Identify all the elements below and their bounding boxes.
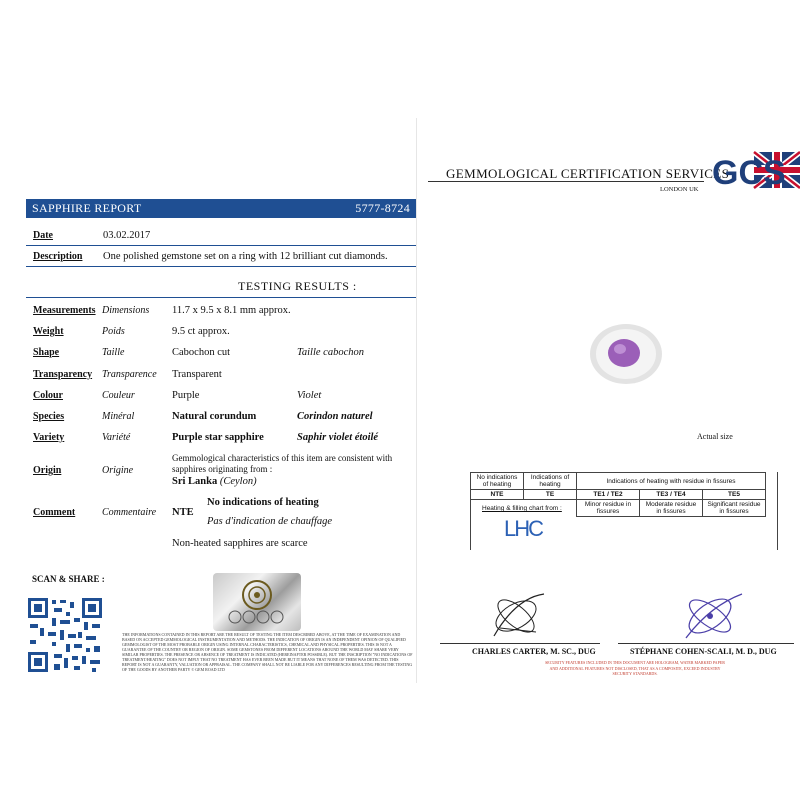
- origin-label: Origin: [33, 465, 62, 476]
- weight-label: Weight: [33, 326, 64, 337]
- shape-fr: Taille: [102, 347, 125, 358]
- transparency-value: Transparent: [172, 369, 222, 380]
- ring-photo: [586, 320, 666, 388]
- shape-value-fr: Taille cabochon: [297, 347, 364, 358]
- comment-value-fr: Pas d'indication de chauffage: [207, 516, 333, 527]
- species-fr: Minéral: [102, 411, 135, 422]
- heating-chart-label: Heating & filling chart from :: [482, 505, 562, 512]
- divider: [26, 245, 416, 246]
- comment-extra: Non-heated sapphires are scarce: [172, 538, 308, 549]
- heat-code: TE1 / TE2: [577, 490, 640, 500]
- heat-code: NTE: [471, 490, 524, 500]
- lab-location: LONDON UK: [660, 186, 699, 193]
- signatory-right: STÉPHANE COHEN-SCALI, M. D., DUG: [630, 647, 777, 656]
- origin-value: Sri Lanka: [172, 476, 218, 487]
- origin-value-line: [172, 476, 257, 487]
- measurements-fr: Dimensions: [102, 305, 150, 316]
- signature-right: [676, 586, 746, 644]
- colour-value: Purple: [172, 390, 200, 401]
- date-label: Date: [33, 230, 53, 241]
- origin-fr: Origine: [102, 465, 134, 476]
- heat-desc: Moderate residue in fissures: [640, 500, 703, 517]
- lab-rule: [428, 181, 704, 182]
- report-header-bar: [26, 199, 416, 218]
- signatory-left: CHARLES CARTER, M. SC., DUG: [472, 647, 596, 656]
- hologram-seal: [213, 573, 301, 631]
- security-note: SECURITY FEATURES INCLUDED IN THIS DOCUMENT ARE HOLOGRAM, WATER MARKED PAPER AND ADDITIONAL FEATURES NOT DISCLOSED, THAT AS A COMPOSITE, EXCEED INDUSTRY SECURITY STANDARDS.: [545, 660, 725, 676]
- variety-label: Variety: [33, 432, 65, 443]
- background-top: [0, 0, 800, 118]
- background-bottom: [0, 683, 800, 800]
- signature-line-left: [440, 643, 600, 644]
- transparency-fr: Transparence: [102, 369, 157, 380]
- description-label: Description: [33, 251, 83, 262]
- gcs-logo: [708, 148, 800, 194]
- species-value-fr: Corindon naturel: [297, 411, 373, 422]
- colour-label: Colour: [33, 390, 63, 401]
- lhc-logo: LHC: [504, 516, 543, 541]
- description-value: One polished gemstone set on a ring with 12 brilliant cut diamonds.: [103, 251, 388, 262]
- variety-fr: Variété: [102, 432, 131, 443]
- comment-label: Comment: [33, 507, 76, 518]
- shape-label: Shape: [33, 347, 60, 358]
- lab-name: GEMMOLOGICAL CERTIFICATION SERVICES: [446, 166, 730, 181]
- report-title: SAPPHIRE REPORT: [32, 201, 142, 215]
- actual-size-label: Actual size: [697, 432, 733, 441]
- heat-col-no-indications: No indications of heating: [471, 473, 524, 490]
- qr-code[interactable]: [26, 596, 104, 674]
- heat-desc: Significant residue in fissures: [703, 500, 766, 517]
- species-label: Species: [33, 411, 65, 422]
- report-number: 5777-8724: [355, 201, 410, 215]
- colour-fr: Couleur: [102, 390, 135, 401]
- variety-value: Purple star sapphire: [172, 432, 264, 443]
- date-value: 03.02.2017: [103, 230, 151, 241]
- heat-desc: Minor residue in fissures: [577, 500, 640, 517]
- comment-fr: Commentaire: [102, 507, 157, 518]
- testing-results-heading: TESTING RESULTS :: [238, 279, 357, 293]
- colour-value-fr: Violet: [297, 390, 322, 401]
- divider: [26, 266, 416, 267]
- heat-code: TE: [524, 490, 577, 500]
- scan-label: SCAN & SHARE :: [32, 574, 105, 584]
- origin-note: Gemmological characteristics of this item are consistent with sapphires originating from :: [172, 453, 393, 474]
- heat-col-indications: Indications of heating: [524, 473, 577, 490]
- transparency-label: Transparency: [33, 369, 93, 380]
- variety-value-fr: Saphir violet étoilé: [297, 432, 379, 443]
- origin-value-paren: (Ceylon): [219, 476, 257, 487]
- signature-line-right: [618, 643, 794, 644]
- comment-code: NTE: [172, 507, 194, 518]
- gcs-logo-text: GCS: [712, 154, 786, 192]
- weight-fr: Poids: [102, 326, 125, 337]
- heat-code: TE3 / TE4: [640, 490, 703, 500]
- comment-value: No indications of heating: [207, 497, 319, 508]
- shape-value: Cabochon cut: [172, 347, 231, 358]
- heat-code: TE5: [703, 490, 766, 500]
- divider: [26, 297, 416, 298]
- species-value: Natural corundum: [172, 411, 257, 422]
- disclaimer-text: THE INFORMATIONS CONTAINED IN THIS REPORT ARE THE RESULT OF TESTING THE ITEM DESCRIBED ABOVE, AT THE TIME OF EXAMINATION AND BASED ON ACCEPTED GEMMOLOGICAL INSTRUMENTATION AND METHODS. THE INDICATION OF ORIGIN IS AN INDEPENDENT OPINION OF QUALIFIED GEMMOLOGIST OF THE MOST PROBABLE ORIGIN USING INTERNAL CHARACTERISTICS, CHEMICAL AND PHYSICAL PROPERTIES. THIS IS NOT A GUARANTEE OF THE COUNTRY OR REGION OF ORIGIN. SOME GEMSTONES FROM DIFFERENT LOCATIONS AROUND THE WORLD MAY SHARE VERY SIMILAR PROPERTIES. THE PRESENCE OR ABSENCE OF TREATMENT IS INDICATED (HEREINAFTER POSSIBLE). BUT THE INSCRIPTION "NO INDICATIONS OF TREATMENT/HEATING" DOES NOT IMPLY THAT NO TREATMENT HAS EVER BEEN MADE BUT IT MEANS THAT NONE OF THEM WAS DETECTED. THIS REPORT IS NOT A GUARANTY, VALUATION OR APPRAISAL. THE COMPANY SHALL NOT BE LIABLE FOR ANY DIFFERENCES RESULTING FROM THE TESTING OF THE GOODS BY ANOTHER PARTY © GEM ROAD LTD: [122, 632, 413, 672]
- weight-value: 9.5 ct approx.: [172, 326, 230, 337]
- signature-left: [486, 588, 550, 644]
- measurements-label: Measurements: [33, 305, 96, 316]
- measurements-value: 11.7 x 9.5 x 8.1 mm approx.: [172, 305, 291, 316]
- page-fold: [416, 118, 417, 683]
- heat-col-residue: Indications of heating with residue in fissures: [577, 473, 766, 490]
